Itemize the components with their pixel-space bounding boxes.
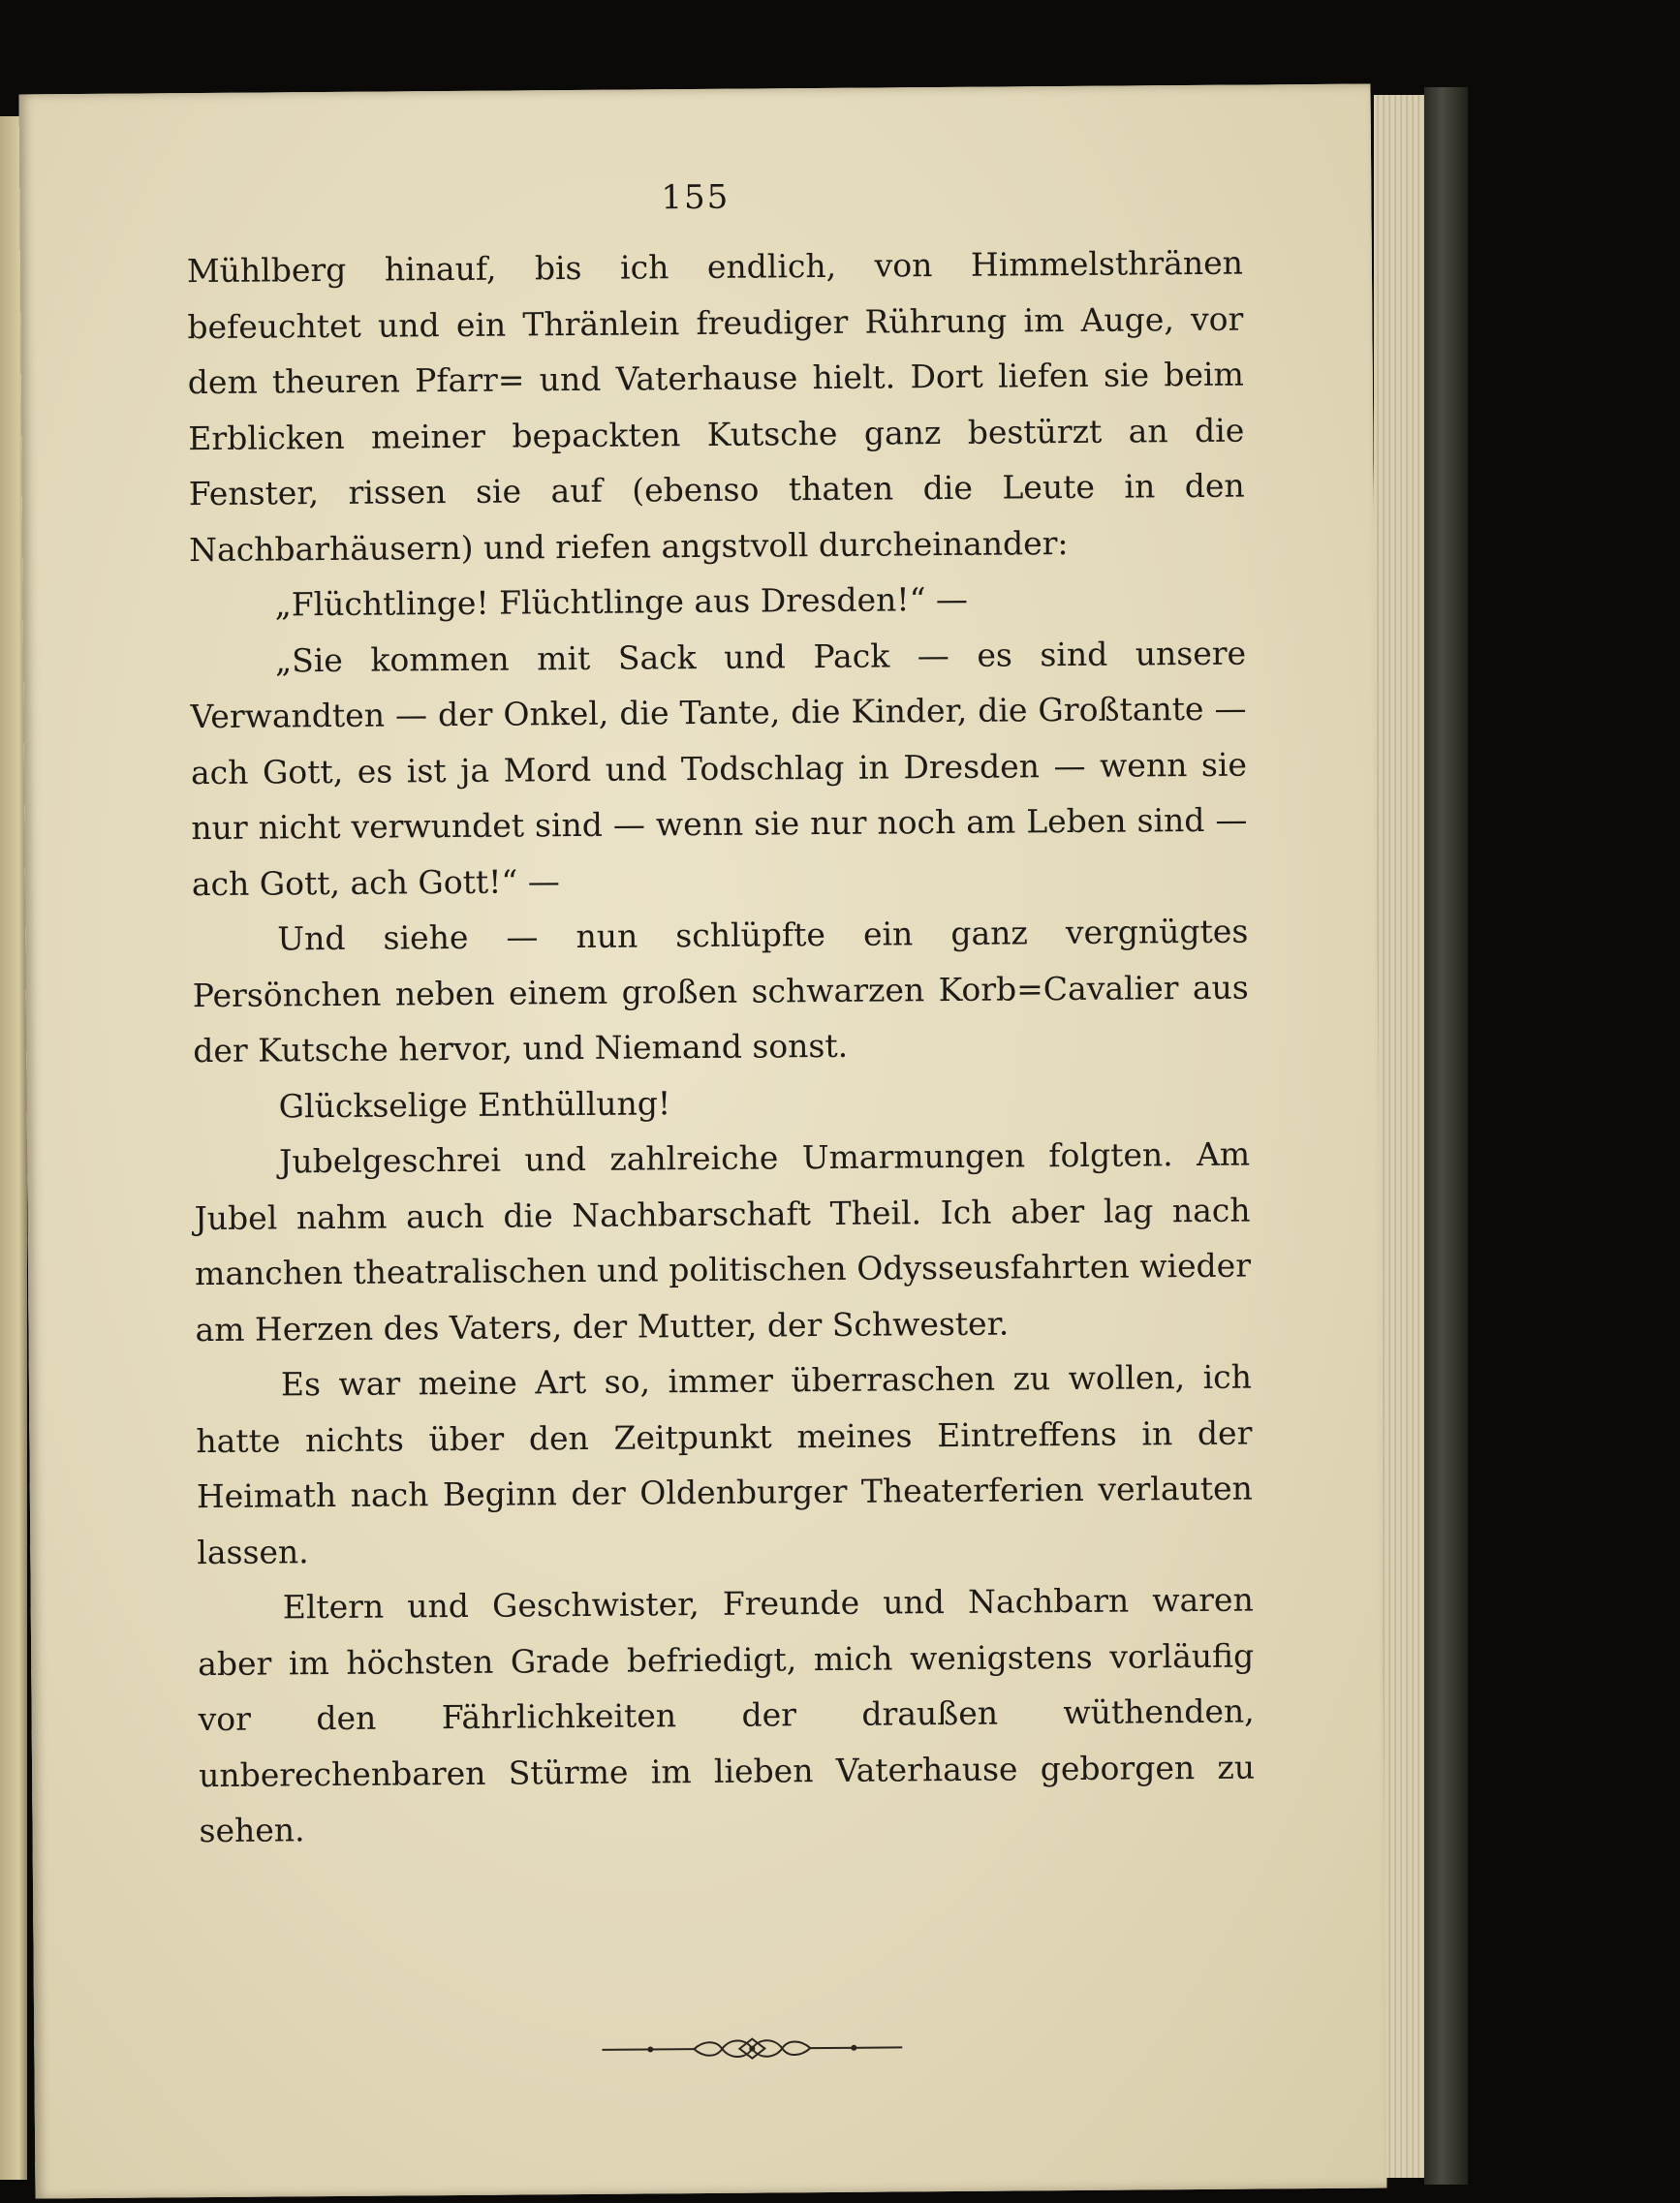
paragraph-5: Glückselige Enthüllung! xyxy=(278,1083,671,1125)
book-page xyxy=(18,84,1386,2199)
paragraph-2: „Flüchtlinge! Flüchtlinge aus Dresden!“ — xyxy=(274,579,969,624)
paragraph-8: Eltern und Geschwister, Freunde und Nachbarn waren aber im höchsten Grade befriedigt, mich wenigstens vorläufig vor den Fährlichkeiten der draußen wüthenden, unberechenbaren Stürme im lieben Vaterhause geborgen zu sehen. xyxy=(198,1580,1256,1850)
paragraph-3: „Sie kommen mit Sack und Pack — es sind unsere Verwandten — der Onkel, die Tante, die Kinder, die Großtante — ach Gott, es ist ja Mord und Todschlag in Dresden — wenn sie nur nicht verwundet sind — wenn sie nur noch am Leben sind — ach Gott, ach Gott!“ — xyxy=(190,634,1248,903)
book-cover-edge xyxy=(1424,87,1468,2185)
paragraph-4: Und siehe — nun schlüpfte ein ganz vergnügtes Persönchen neben einem großen schwarzen Korb=Cavalier aus der Kutsche hervor, und Niemand sonst. xyxy=(192,912,1249,1070)
section-end-flourish-icon xyxy=(602,2032,902,2063)
paragraph-1: Mühlberg hinauf, bis ich endlich, von Himmelsthränen befeuchtet und ein Thränlein freudiger Rührung im Auge, vor dem theuren Pfarr= und Vaterhause hielt. Dort liefen sie beim Erblicken meiner bepackten Kutsche ganz bestürzt an die Fenster, rissen sie auf (ebenso thaten die Leute in den Nachbarhäusern) und riefen angstvoll durcheinander: xyxy=(186,243,1245,569)
page-number: 155 xyxy=(661,177,731,218)
paragraph-7: Es war meine Art so, immer überraschen zu wollen, ich hatte nichts über den Zeitpunkt meines Eintreffens in der Heimath nach Beginn der Oldenburger Theaterferien verlauten lassen. xyxy=(196,1357,1253,1571)
paragraph-6: Jubelgeschrei und zahlreiche Umarmungen folgten. Am Jubel nahm auch die Nachbarschaft Theil. Ich aber lag nach manchen theatralischen und politischen Odysseusfahrten wieder am Herzen des Vaters, der Mutter, der Schwester. xyxy=(194,1134,1252,1349)
body-text xyxy=(187,235,1256,1859)
